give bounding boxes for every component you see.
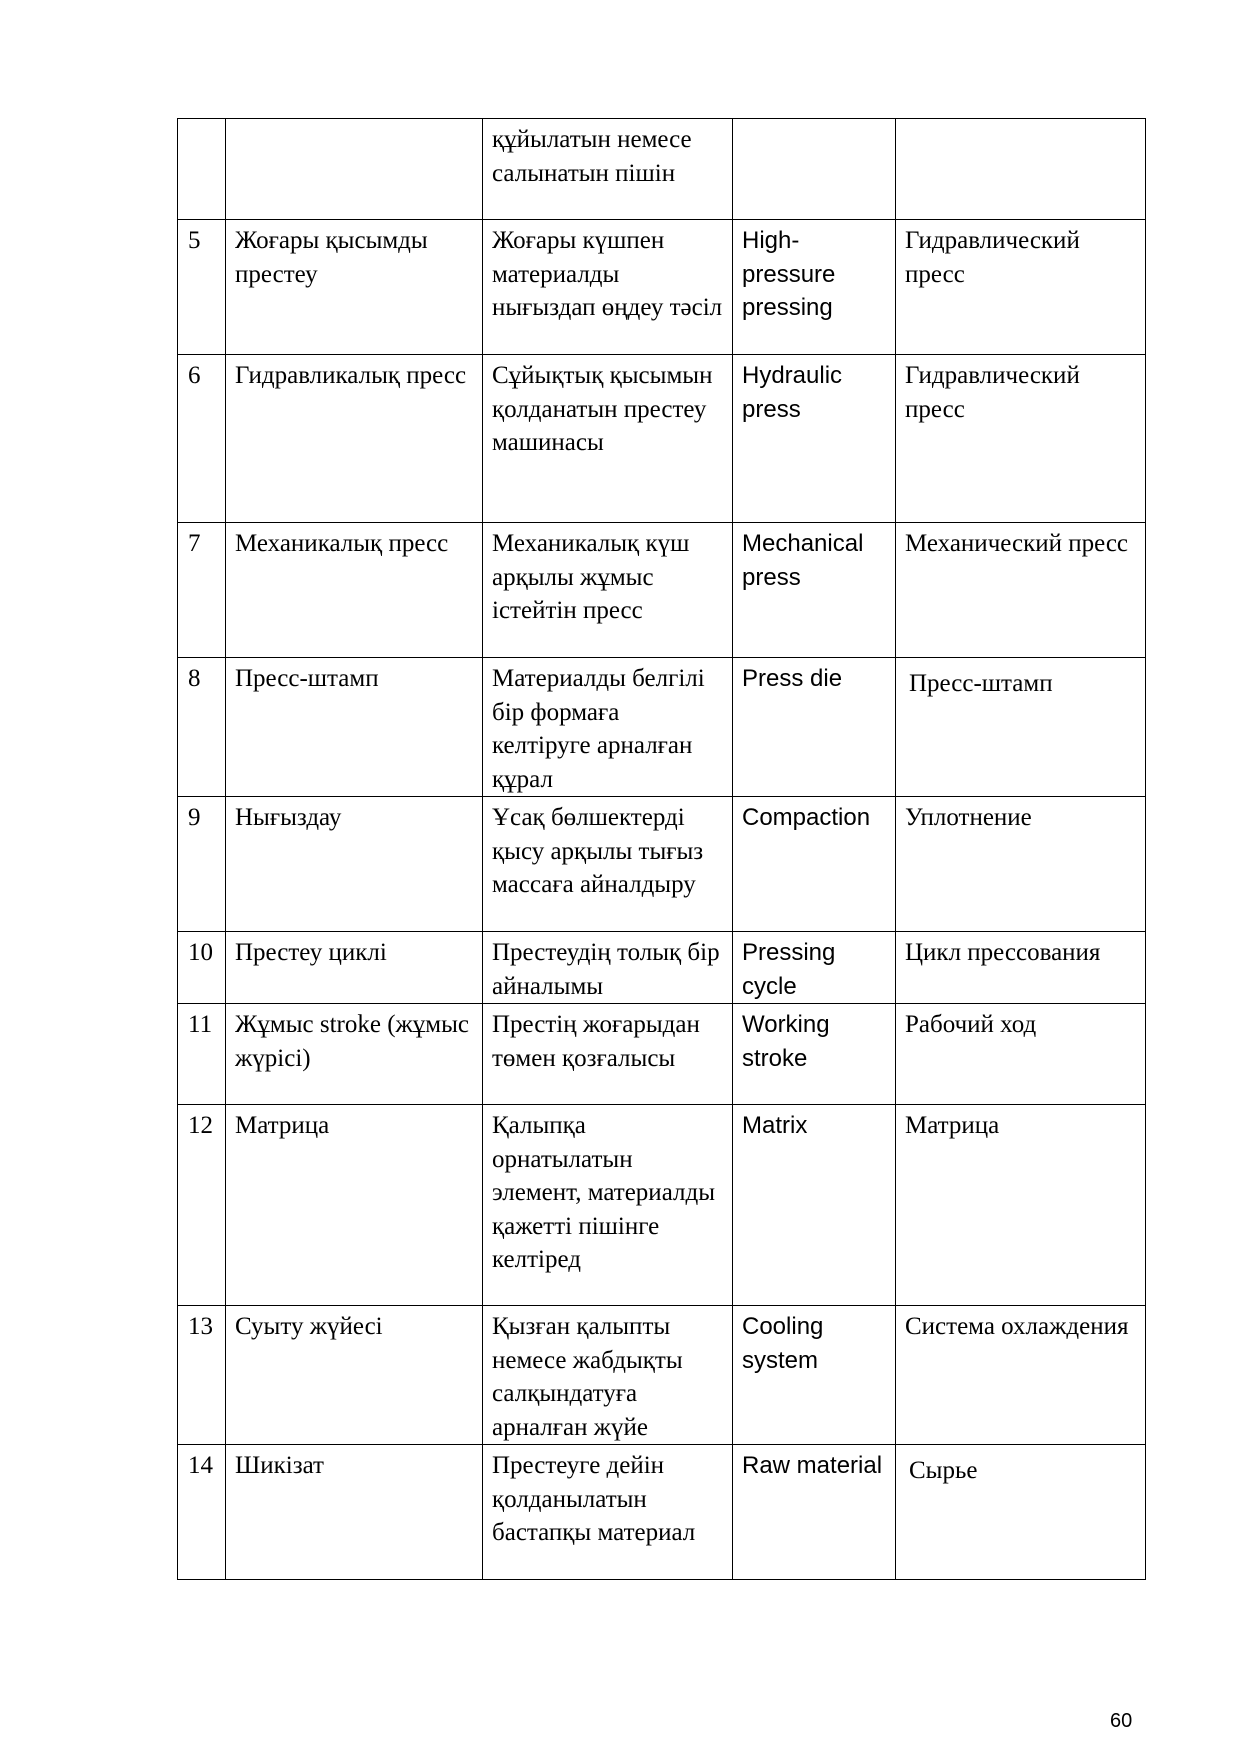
definition-cell: Қызған қалыпты немесе жабдықты салқындатуға арналған жүйе — [483, 1306, 733, 1445]
russian-term-cell: Гидравлический пресс — [896, 220, 1146, 355]
page-number: 60 — [1110, 1710, 1133, 1732]
kazakh-term-cell: Шикізат — [226, 1445, 483, 1580]
table-row — [178, 1445, 1146, 1580]
definition-cell: Ұсақ бөлшектерді қысу арқылы тығыз массаға айналдыру — [483, 797, 733, 932]
kazakh-term-cell: Гидравликалық пресс — [226, 355, 483, 523]
table-row — [178, 1004, 1146, 1105]
table-row — [178, 1105, 1146, 1306]
table-row — [178, 220, 1146, 355]
russian-term-cell: Матрица — [896, 1105, 1146, 1306]
kazakh-term-cell: Пресс-штамп — [226, 658, 483, 797]
english-term-cell — [733, 119, 896, 220]
table-row — [178, 119, 1146, 220]
russian-term-cell: Сырье — [896, 1445, 1146, 1580]
russian-term-cell: Уплотнение — [896, 797, 1146, 932]
russian-term-cell: Пресс-штамп — [896, 658, 1146, 797]
kazakh-term-cell: Жұмыс stroke (жұмыс жүрісі) — [226, 1004, 483, 1105]
definition-cell: Механикалық күш арқылы жұмыс істейтін пресс — [483, 523, 733, 658]
row-number-cell: 9 — [178, 797, 226, 932]
english-term-cell: High-pressure pressing — [733, 220, 896, 355]
english-term-cell: Matrix — [733, 1105, 896, 1306]
table-row — [178, 1306, 1146, 1445]
kazakh-term-cell: Жоғары қысымды престеу — [226, 220, 483, 355]
english-term-cell: Hydraulic press — [733, 355, 896, 523]
definition-cell: Жоғары күшпен материалды нығыздап өңдеу тәсіл — [483, 220, 733, 355]
english-term-cell: Press die — [733, 658, 896, 797]
definition-cell: Престің жоғарыдан төмен қозғалысы — [483, 1004, 733, 1105]
english-term-cell: Raw material — [733, 1445, 896, 1580]
row-number-cell: 6 — [178, 355, 226, 523]
row-number-cell: 14 — [178, 1445, 226, 1580]
english-term-cell: Working stroke — [733, 1004, 896, 1105]
kazakh-term-cell: Механикалық пресс — [226, 523, 483, 658]
russian-term-cell: Цикл прессования — [896, 932, 1146, 1004]
row-number-cell: 7 — [178, 523, 226, 658]
russian-term-cell: Механический пресс — [896, 523, 1146, 658]
table-row — [178, 523, 1146, 658]
english-term-cell: Mechanical press — [733, 523, 896, 658]
definition-cell: Престеудің толық бір айналымы — [483, 932, 733, 1004]
kazakh-term-cell: Суыту жүйесі — [226, 1306, 483, 1445]
glossary-table — [177, 118, 1146, 1580]
table-row — [178, 932, 1146, 1004]
row-number-cell: 5 — [178, 220, 226, 355]
row-number-cell: 13 — [178, 1306, 226, 1445]
table-row — [178, 797, 1146, 932]
definition-cell: Материалды белгілі бір формаға келтіруге арналған құрал — [483, 658, 733, 797]
definition-cell: құйылатын немесе салынатын пішін — [483, 119, 733, 220]
table-row — [178, 355, 1146, 523]
russian-term-cell — [896, 119, 1146, 220]
row-number-cell — [178, 119, 226, 220]
kazakh-term-cell: Престеу циклі — [226, 932, 483, 1004]
row-number-cell: 8 — [178, 658, 226, 797]
row-number-cell: 11 — [178, 1004, 226, 1105]
english-term-cell: Cooling system — [733, 1306, 896, 1445]
row-number-cell: 10 — [178, 932, 226, 1004]
english-term-cell: Pressing cycle — [733, 932, 896, 1004]
definition-cell: Қалыпқа орнатылатын элемент, материалды қажетті пішінге келтіред — [483, 1105, 733, 1306]
definition-cell: Сұйықтық қысымын қолданатын престеу машинасы — [483, 355, 733, 523]
table-row — [178, 658, 1146, 797]
kazakh-term-cell: Матрица — [226, 1105, 483, 1306]
english-term-cell: Compaction — [733, 797, 896, 932]
row-number-cell: 12 — [178, 1105, 226, 1306]
kazakh-term-cell: Нығыздау — [226, 797, 483, 932]
russian-term-cell: Рабочий ход — [896, 1004, 1146, 1105]
russian-term-cell: Гидравлический пресс — [896, 355, 1146, 523]
definition-cell: Престеуге дейін қолданылатын бастапқы материал — [483, 1445, 733, 1580]
russian-term-cell: Система охлаждения — [896, 1306, 1146, 1445]
kazakh-term-cell — [226, 119, 483, 220]
